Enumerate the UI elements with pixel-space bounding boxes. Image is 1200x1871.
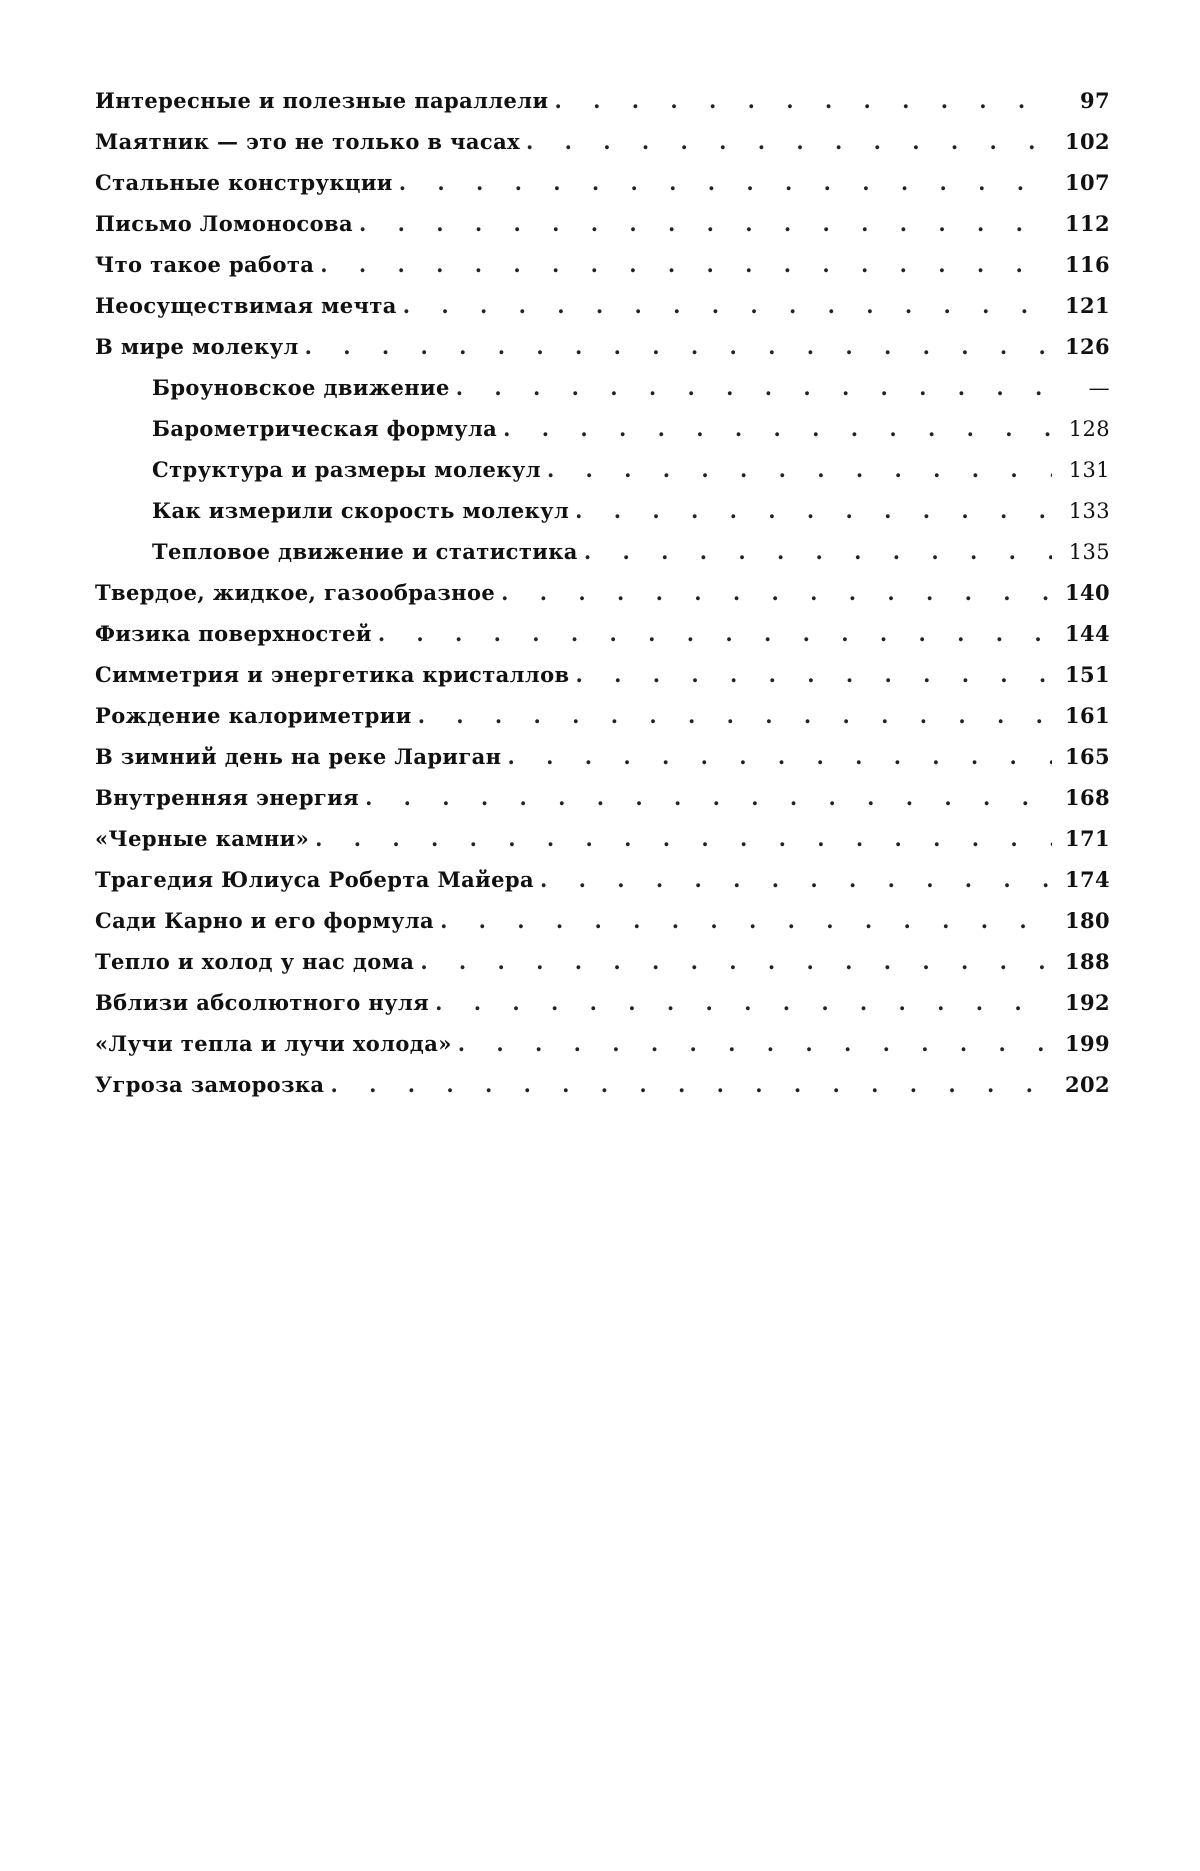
toc-entry-title: Письмо Ломоносова <box>95 211 354 236</box>
toc-entry-title: Что такое работа <box>95 252 315 277</box>
toc-subentry <box>95 367 1110 408</box>
toc-entry <box>95 654 1110 695</box>
toc-entry <box>95 326 1110 367</box>
toc-subentry <box>95 490 1110 531</box>
toc-entry <box>95 285 1110 326</box>
dot-leader <box>540 859 1052 900</box>
dot-leader <box>359 203 1052 244</box>
toc-entry <box>95 613 1110 654</box>
table-of-contents <box>95 80 1110 1105</box>
toc-page-number: 192 <box>1064 990 1110 1015</box>
toc-page-number: 168 <box>1064 785 1110 810</box>
toc-page-number: 151 <box>1064 662 1110 687</box>
toc-entry <box>95 777 1110 818</box>
dot-leader <box>305 326 1052 367</box>
toc-page-number: 202 <box>1064 1072 1110 1097</box>
toc-subentry <box>95 408 1110 449</box>
toc-page-number: 97 <box>1079 88 1110 113</box>
toc-entry-title: Угроза заморозка <box>95 1072 325 1097</box>
dot-leader <box>365 777 1052 818</box>
dot-leader <box>456 367 1052 408</box>
toc-entry <box>95 695 1110 736</box>
toc-entry-title: Твердое, жидкое, газообразное <box>95 580 496 605</box>
toc-page-number: 171 <box>1064 826 1110 851</box>
toc-entry <box>95 941 1110 982</box>
toc-page-number: 131 <box>1068 458 1110 482</box>
toc-entry <box>95 900 1110 941</box>
toc-page-number: 121 <box>1064 293 1110 318</box>
toc-entry-title: Трагедия Юлиуса Роберта Майера <box>95 867 534 892</box>
dot-leader <box>584 531 1052 572</box>
toc-entry-title: Внутренняя энергия <box>95 785 360 810</box>
dot-leader <box>315 818 1052 859</box>
toc-entry-title: Симметрия и энергетика кристаллов <box>95 662 570 687</box>
toc-page-number: 165 <box>1064 744 1110 769</box>
toc-entry-title: «Лучи тепла и лучи холода» <box>95 1031 452 1056</box>
toc-entry <box>95 203 1110 244</box>
dot-leader <box>440 900 1052 941</box>
toc-entry <box>95 859 1110 900</box>
toc-entry <box>95 572 1110 613</box>
toc-entry-title: Маятник — это не только в часах <box>95 129 521 154</box>
toc-page-number: 107 <box>1064 170 1110 195</box>
toc-page-number: 199 <box>1064 1031 1110 1056</box>
toc-entry-title: Как измерили скорость молекул <box>152 498 570 523</box>
toc-page-number: 144 <box>1064 621 1110 646</box>
toc-entry-title: Рождение калориметрии <box>95 703 412 728</box>
toc-entry-title: Стальные конструкции <box>95 170 393 195</box>
toc-entry-title: Тепловое движение и статистика <box>152 539 578 564</box>
toc-entry <box>95 1023 1110 1064</box>
dot-leader <box>501 572 1052 613</box>
dot-leader <box>420 941 1052 982</box>
dot-leader <box>575 490 1052 531</box>
toc-entry-title: Тепло и холод у нас дома <box>95 949 415 974</box>
toc-entry-title: Интересные и полезные параллели <box>95 88 549 113</box>
toc-page-number: 180 <box>1064 908 1110 933</box>
toc-page-number: 161 <box>1064 703 1110 728</box>
toc-entry <box>95 982 1110 1023</box>
toc-entry-title: Структура и размеры молекул <box>152 457 541 482</box>
dot-leader <box>399 162 1052 203</box>
dot-leader <box>526 121 1052 162</box>
toc-entry-title: «Черные камни» <box>95 826 310 851</box>
toc-entry <box>95 1064 1110 1105</box>
toc-entry <box>95 818 1110 859</box>
dot-leader <box>320 244 1052 285</box>
dot-leader <box>418 695 1052 736</box>
dot-leader <box>503 408 1052 449</box>
toc-entry <box>95 244 1110 285</box>
toc-entry-title: Броуновское движение <box>152 375 450 400</box>
toc-entry <box>95 121 1110 162</box>
toc-page-number: 135 <box>1068 540 1110 564</box>
toc-page-number: 116 <box>1064 252 1110 277</box>
toc-subentry <box>95 449 1110 490</box>
dot-leader <box>330 1064 1052 1105</box>
toc-page-number: 188 <box>1064 949 1110 974</box>
dot-leader <box>507 736 1052 777</box>
dot-leader <box>547 449 1052 490</box>
toc-entry-title: В мире молекул <box>95 334 299 359</box>
dot-leader <box>378 613 1052 654</box>
toc-page-number: 140 <box>1064 580 1110 605</box>
toc-entry-title: Барометрическая формула <box>152 416 498 441</box>
toc-page-number: 133 <box>1068 499 1110 523</box>
toc-entry-title: Физика поверхностей <box>95 621 372 646</box>
toc-entry <box>95 80 1110 121</box>
dot-leader <box>554 80 1052 121</box>
toc-page-number: 174 <box>1064 867 1110 892</box>
dot-leader <box>458 1023 1052 1064</box>
toc-page-number: 112 <box>1064 211 1110 236</box>
toc-subentry <box>95 531 1110 572</box>
toc-entry-title: Вблизи абсолютного нуля <box>95 990 430 1015</box>
toc-entry <box>95 162 1110 203</box>
toc-page-number: — <box>1088 376 1110 400</box>
toc-entry-title: Неосуществимая мечта <box>95 293 397 318</box>
toc-page-number: 126 <box>1064 334 1110 359</box>
toc-entry <box>95 736 1110 777</box>
dot-leader <box>575 654 1052 695</box>
dot-leader <box>435 982 1052 1023</box>
toc-page-number: 102 <box>1064 129 1110 154</box>
toc-page-number: 128 <box>1068 417 1110 441</box>
toc-entry-title: Сади Карно и его формула <box>95 908 435 933</box>
toc-entry-title: В зимний день на реке Лариган <box>95 744 502 769</box>
dot-leader <box>403 285 1052 326</box>
